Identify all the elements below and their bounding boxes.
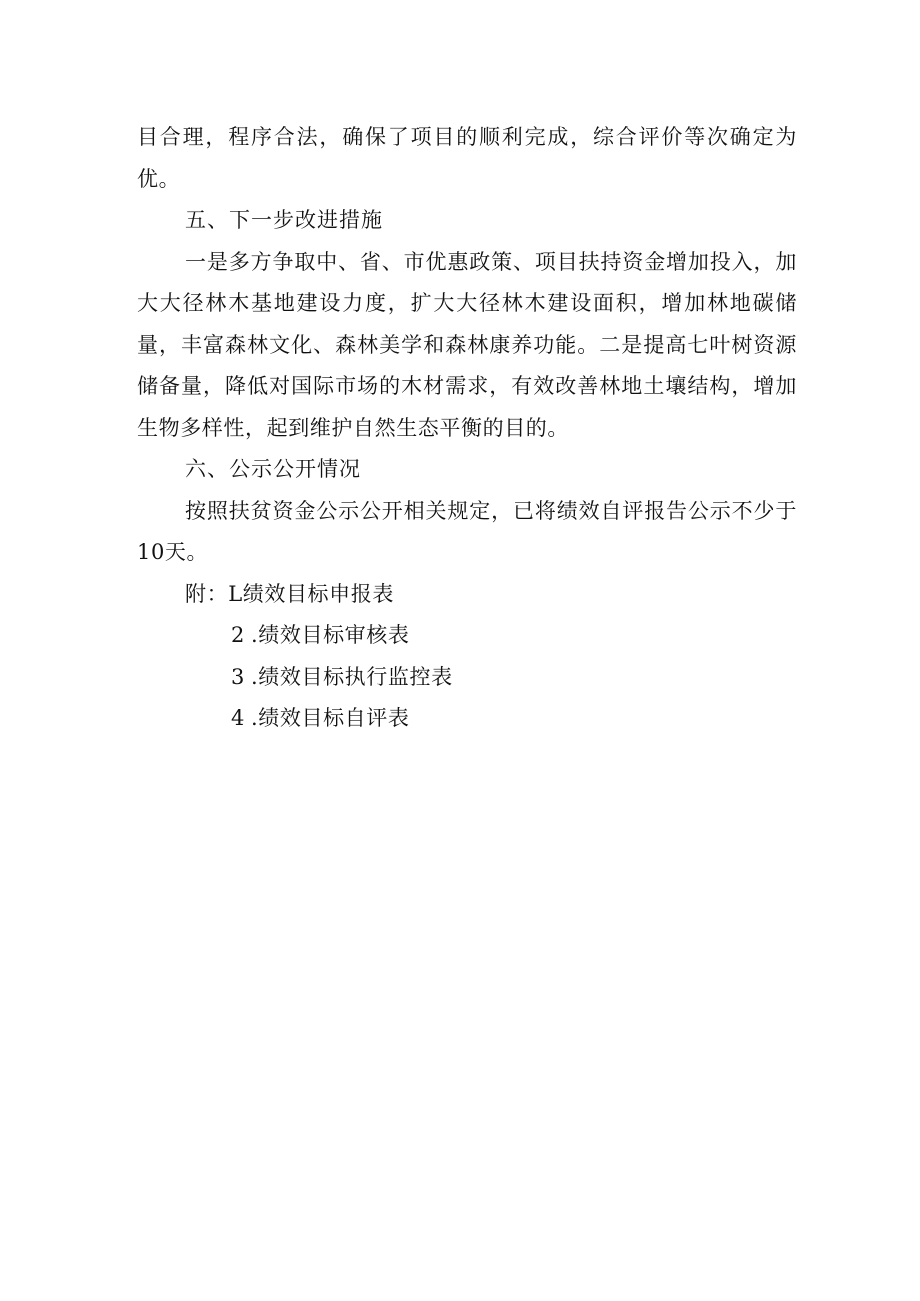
- section-heading-improvement-measures: 五、下一步改进措施: [185, 208, 383, 232]
- attachment-number: 3: [231, 664, 245, 689]
- continuation-paragraph: 目合理，程序合法，确保了项目的顺利完成，综合评价等次确定为优。: [137, 125, 797, 191]
- attachment-title: .绩效目标执行监控表: [251, 664, 453, 689]
- attachment-title: .绩效目标自评表: [251, 706, 410, 730]
- section-heading-public-disclosure: 六、公示公开情况: [185, 457, 361, 481]
- attachment-item-3: [137, 657, 797, 699]
- attachment-number: 2: [231, 623, 245, 647]
- public-disclosure-paragraph: 按照扶贫资金公示公开相关规定，已将绩效自评报告公示不少于10天。: [137, 498, 797, 564]
- attachment-title: .绩效目标审核表: [251, 623, 410, 647]
- document-body: [137, 117, 797, 740]
- attachment-list: [137, 574, 797, 740]
- attachment-number: 4: [231, 706, 245, 730]
- attachment-item-4: [137, 698, 797, 740]
- attachment-item-2: [137, 615, 797, 657]
- improvement-measures-paragraph: 一是多方争取中、省、市优惠政策、项目扶持资金增加投入，加大大径林木基地建设力度，扩大大径林木建设面积，增加林地碳储量，丰富森林文化、森林美学和森林康养功能。二是提高七叶树资源储备量，降低对国际市场的木材需求，有效改善林地土壤结构，增加生物多样性，起到维护自然生态平衡的目的。: [137, 249, 797, 440]
- attachment-item-1: 附：L绩效目标申报表: [185, 581, 394, 606]
